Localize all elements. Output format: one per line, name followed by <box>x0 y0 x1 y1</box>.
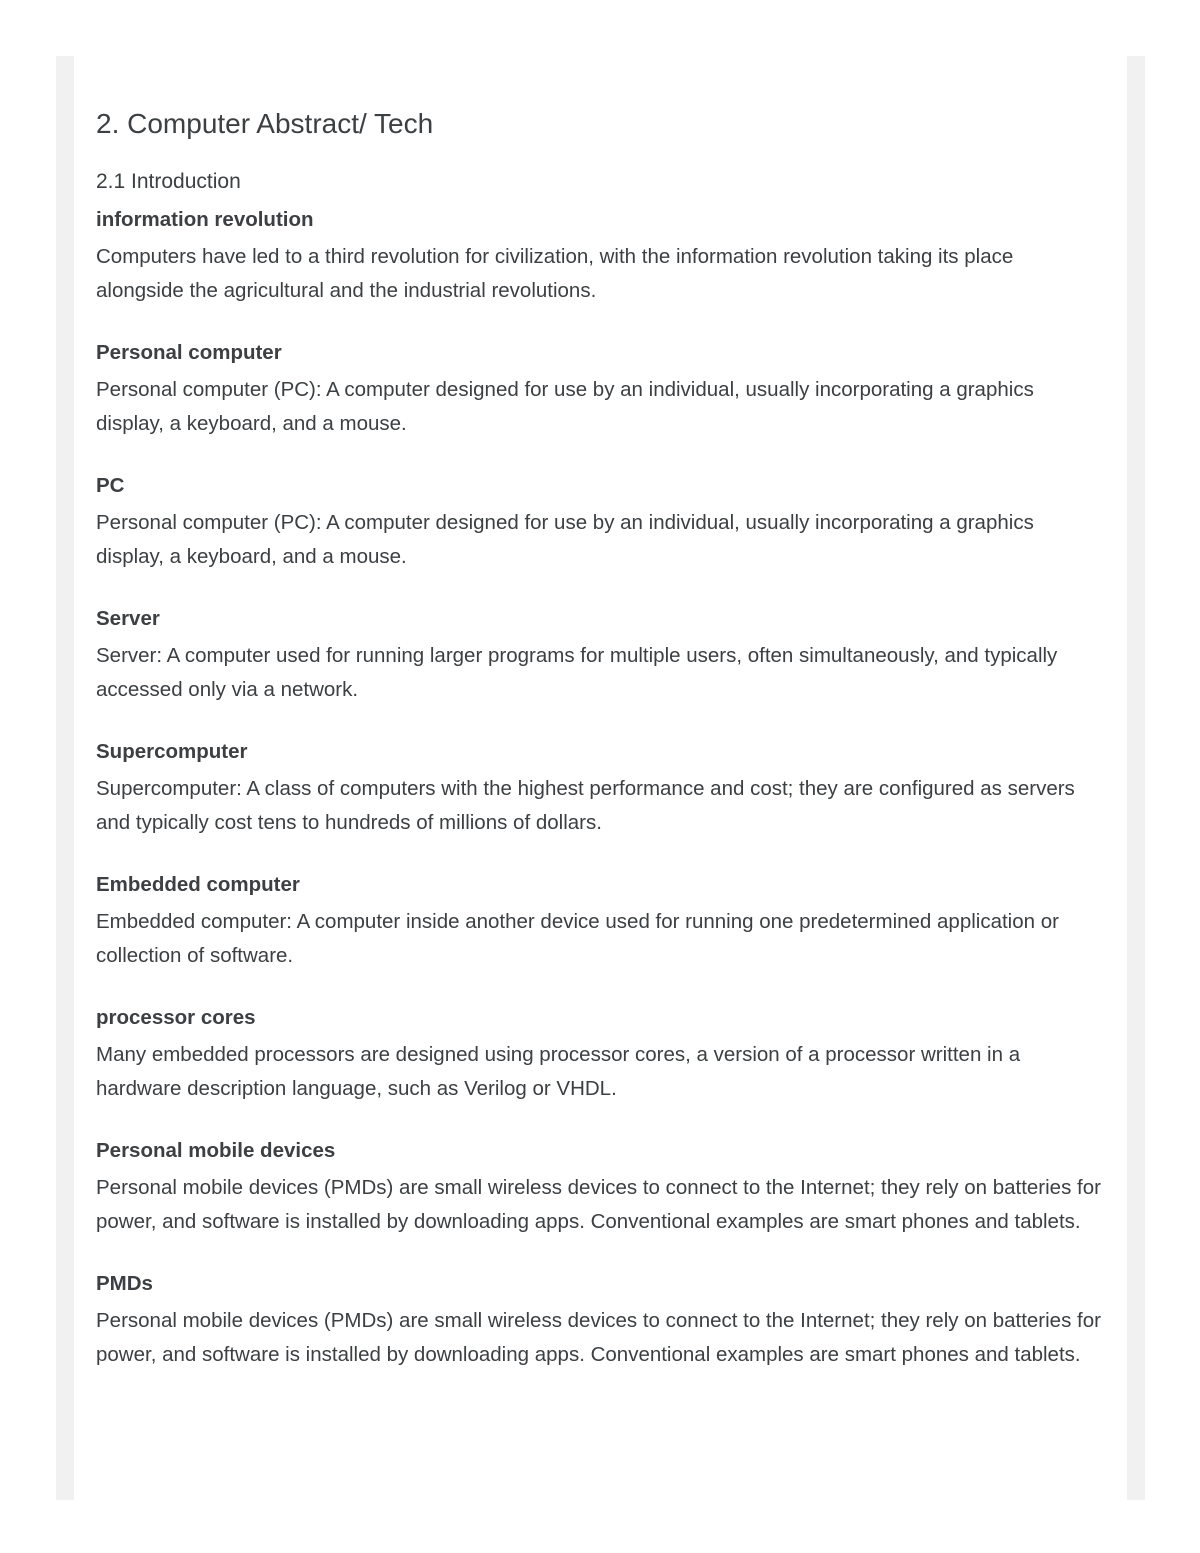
glossary-definition: Embedded computer: A computer inside another device used for running one predetermined application or collection of software. <box>96 910 1059 967</box>
glossary-entry-processor-cores <box>96 1004 1106 1105</box>
glossary-definition: Personal computer (PC): A computer designed for use by an individual, usually incorporating a graphics display, a keyboard, and a mouse. <box>96 511 1034 568</box>
glossary-entry-supercomputer <box>96 738 1106 839</box>
section-subtitle: 2.1 Introduction <box>96 170 241 193</box>
glossary-entry-embedded-computer <box>96 871 1106 972</box>
glossary-definition: Server: A computer used for running larger programs for multiple users, often simultaneously, and typically accessed only via a network. <box>96 644 1058 701</box>
right-page-gutter <box>1127 56 1145 1500</box>
glossary-entry-personal-mobile-devices <box>96 1137 1106 1238</box>
glossary-entry-pmds <box>96 1270 1106 1371</box>
glossary-definition: Supercomputer: A class of computers with the highest performance and cost; they are configured as servers and typically cost tens to hundreds of millions of dollars. <box>96 777 1075 834</box>
glossary-definition: Personal mobile devices (PMDs) are small wireless devices to connect to the Internet; they rely on batteries for power, and software is installed by downloading apps. Conventional examples are smart phones and tablets. <box>96 1309 1101 1366</box>
document-content <box>96 106 1106 1403</box>
glossary-term: Personal mobile devices <box>96 1139 336 1162</box>
glossary-term: PC <box>96 474 125 497</box>
glossary-definition: Computers have led to a third revolution for civilization, with the information revolution taking its place alongside the agricultural and the industrial revolutions. <box>96 245 1014 302</box>
page-title: 2. Computer Abstract/ Tech <box>96 108 434 139</box>
glossary-entry-information-revolution <box>96 206 1106 307</box>
left-page-gutter <box>56 56 74 1500</box>
glossary-definition: Personal computer (PC): A computer designed for use by an individual, usually incorporating a graphics display, a keyboard, and a mouse. <box>96 378 1034 435</box>
glossary-entry-personal-computer <box>96 339 1106 440</box>
glossary-term: PMDs <box>96 1272 153 1295</box>
glossary-term: Embedded computer <box>96 873 300 896</box>
glossary-definition: Many embedded processors are designed using processor cores, a version of a processor written in a hardware description language, such as Verilog or VHDL. <box>96 1043 1021 1100</box>
glossary-entry-pc <box>96 472 1106 573</box>
glossary-definition: Personal mobile devices (PMDs) are small wireless devices to connect to the Internet; they rely on batteries for power, and software is installed by downloading apps. Conventional examples are smart phones and tablets. <box>96 1176 1101 1233</box>
glossary-term: processor cores <box>96 1006 256 1029</box>
glossary-term: Personal computer <box>96 341 282 364</box>
document-page <box>74 56 1127 1500</box>
glossary-term: information revolution <box>96 208 314 231</box>
glossary-term: Server <box>96 607 160 630</box>
glossary-entry-server <box>96 605 1106 706</box>
glossary-term: Supercomputer <box>96 740 248 763</box>
